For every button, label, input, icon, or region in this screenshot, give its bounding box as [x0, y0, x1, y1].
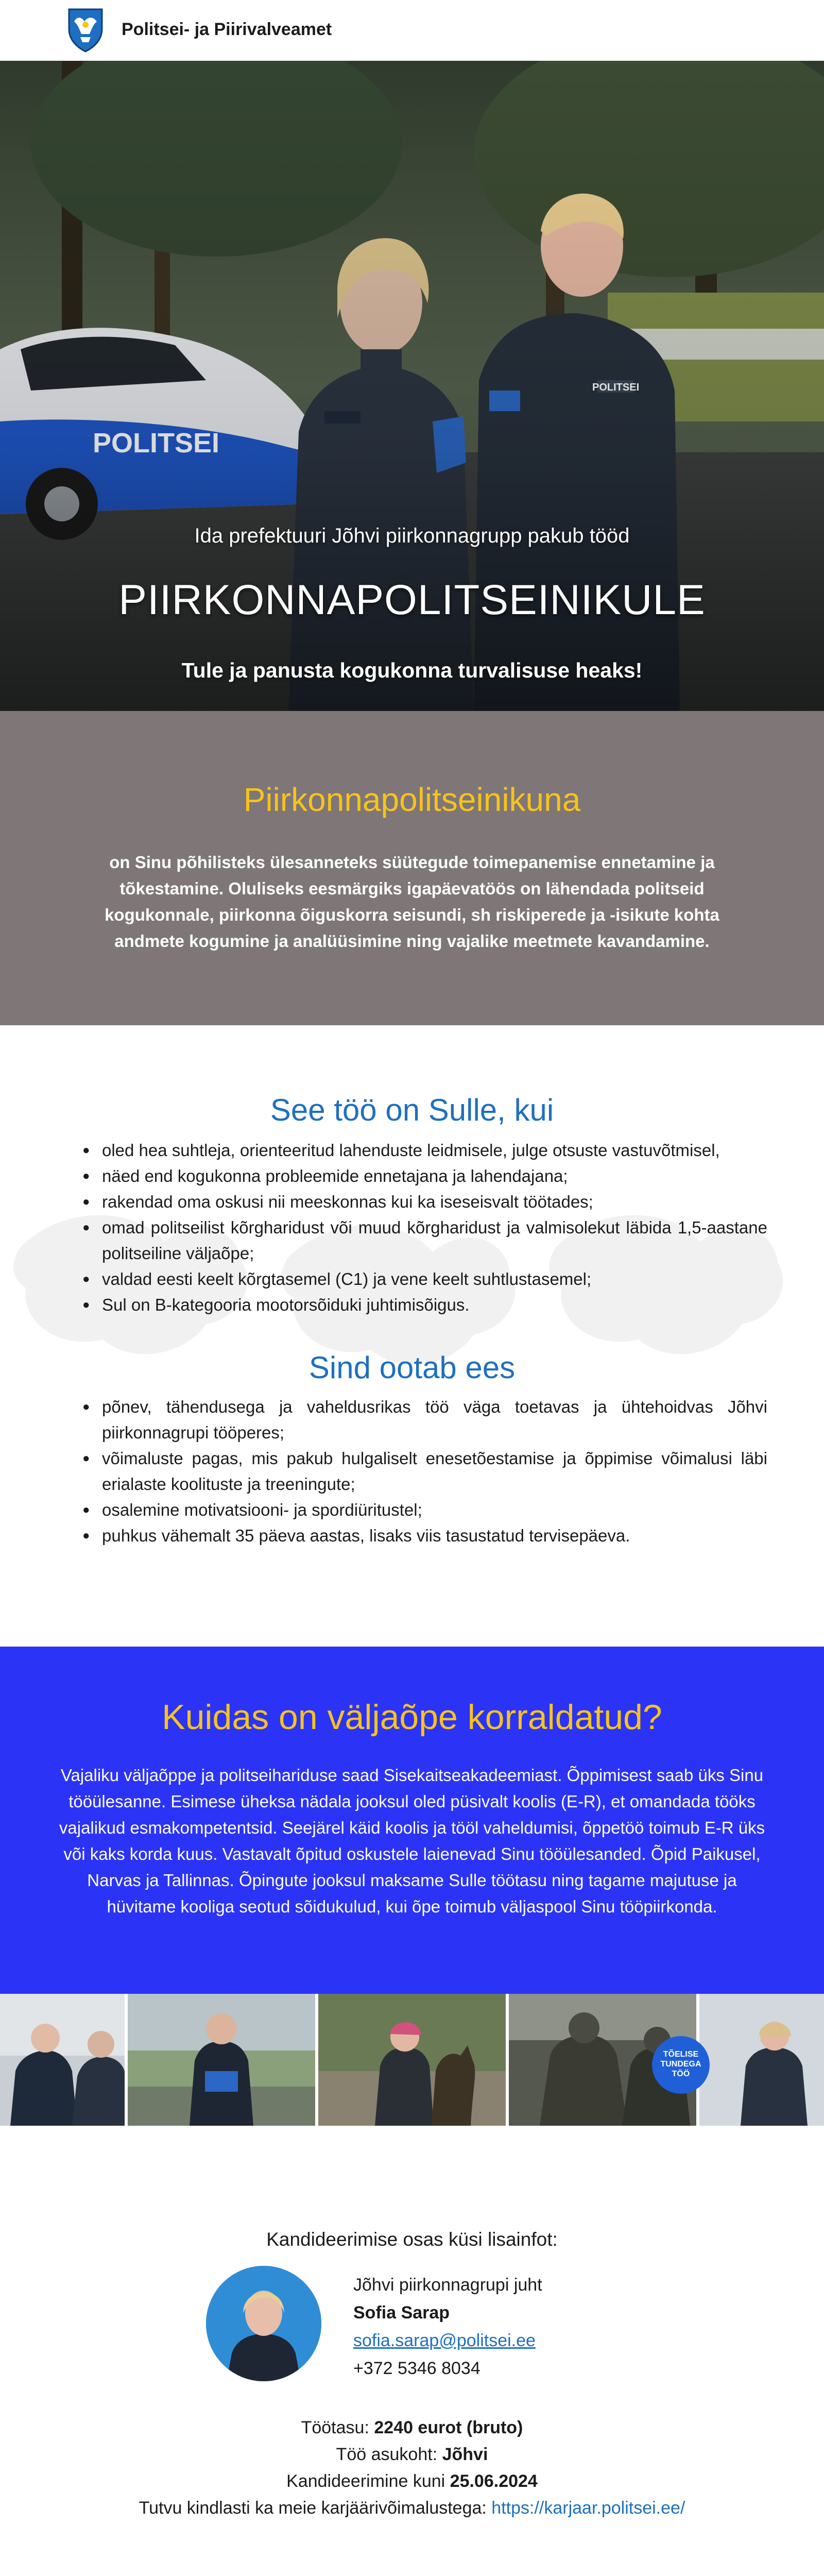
hero-subtitle: Ida prefektuuri Jõhvi piirkonnagrupp pakub tööd: [194, 524, 630, 547]
benefits-list: [82, 1394, 767, 1549]
contact-avatar: [206, 2266, 321, 2381]
badge-line: TUNDEGA: [660, 2060, 701, 2069]
role-text: on Sinu põhilisteks ülesanneteks süütegude toimepanemise ennetamine ja tõkestamine. Oluliseks eesmärgiks igapäevatöös on lähendada politseid kogukonnale, piirkonna õiguskorra seisundi, sh riskiperede ja -isikute kohta andmete kogumine ja analüüsimine ning vajalike meetmete kavandamine.: [105, 853, 719, 951]
contact-info: [353, 2271, 542, 2382]
job-facts: [0, 2414, 824, 2521]
hero-banner: [0, 61, 824, 711]
badge-line: TÕELISE: [663, 2050, 699, 2059]
list-item: ● Sul on B-kategooria mootorsõiduki juhtimisõigus.: [82, 1292, 767, 1318]
photo-officer-outdoor: [128, 1994, 315, 2126]
true-feeling-badge: [652, 2036, 710, 2094]
list-item: ● omad politseilist kõrgharidust või muud kõrgharidust ja valmisolekut läbida 1,5-aastane politseiline väljaõpe;: [82, 1215, 767, 1266]
list-item: ● võimaluste pagas, mis pakub hulgaliselt enesetõestamise ja õppimise võimalusi läbi erialaste koolituste ja treeningute;: [82, 1446, 767, 1497]
list-item: ● näed end kogukonna probleemide ennetajana ja lahendajana;: [82, 1163, 767, 1189]
hero-tagline: Tule ja panusta kogukonna turvalisuse heaks!: [181, 658, 643, 682]
site-header: [0, 0, 824, 61]
salary-label: Töötasu:: [301, 2418, 374, 2437]
role-section: [0, 711, 824, 1025]
apply-text: Tutvu kindlasti ka meie karjäärivõimalustega:: [139, 2498, 492, 2518]
police-crest-icon[interactable]: [67, 6, 104, 53]
list-item: ● oled hea suhtleja, orienteeritud lahenduste leidmisele, julge otsuste vastuvõtmisel,: [82, 1138, 767, 1163]
training-section: [0, 1647, 824, 1994]
hero-title: PIIRKONNAPOLITSEINIKULE: [118, 577, 706, 623]
location-label: Töö asukoht:: [336, 2445, 442, 2464]
photo-dog-handler: [318, 1994, 506, 2126]
contact-phone[interactable]: +372 5346 8034: [353, 2359, 480, 2378]
deadline-line: [0, 2468, 824, 2495]
deadline-value: 25.06.2024: [450, 2471, 538, 2491]
contact-heading: Kandideerimise osas küsi lisainfot:: [266, 2229, 558, 2250]
list-item: ● põnev, tähendusega ja vaheldusrikas töö väga toetavas ja ühtehoidvas Jõhvi piirkonnagrupi tööperes;: [82, 1394, 767, 1446]
list-item: ● osalemine motivatsiooni- ja spordiüritustel;: [82, 1497, 767, 1523]
apply-line: [0, 2495, 824, 2521]
contact-section: [0, 2126, 824, 2576]
badge-line: TÖÖ: [672, 2070, 690, 2078]
contact-email-link[interactable]: sofia.sarap@politsei.ee: [353, 2331, 536, 2350]
brand-name[interactable]: Politsei- ja Piirivalveamet: [122, 20, 332, 39]
requirements-list: [82, 1138, 767, 1318]
salary-line: [0, 2414, 824, 2441]
list-item: ● valdad eesti keelt kõrgtasemel (C1) ja vene keelt suhtlustasemel;: [82, 1266, 767, 1292]
role-heading: Piirkonnapolitseinikuna: [243, 781, 581, 818]
deadline-label: Kandideerimine kuni: [286, 2471, 450, 2491]
photo-officer-portrait: [699, 1994, 824, 2126]
training-text: Vajaliku väljaõppe ja politseihariduse saad Sisekaitseakadeemiast. Õppimisest saab üks Sinu tööülesanne. Esimese üheksa nädala jooksul oled püsivalt koolis (E-R), et omandada tööks vajalikud esmakompetentsid. Seejärel käid koolis ja tööl vaheldumisi, õppetöö toimub E-R üks või kaks korda kuus. Vastavalt õpitud oskustele laienevad Sinu tööülesanded. Õpid Paikusel, Narvas ja Tallinnas. Õpingute jooksul maksame Sulle töötasu ning tagame majutuse ja hüvitame kooliga seotud sõidukulud, kui õpe toimub väljaspool Sinu tööpiirkonda.: [59, 1766, 765, 1916]
location-line: [0, 2441, 824, 2468]
requirements-heading: See töö on Sulle, kui: [270, 1093, 554, 1127]
list-item: ● rakendad oma oskusi nii meeskonnas kui ka iseseisvalt töötades;: [82, 1189, 767, 1215]
location-value: Jõhvi: [442, 2445, 488, 2464]
training-heading: Kuidas on väljaõpe korraldatud?: [162, 1698, 662, 1737]
contact-role: Jõhvi piirkonnagrupi juht: [353, 2275, 542, 2295]
list-item: ● puhkus vähemalt 35 päeva aastas, lisaks viis tasustatud tervisepäeva.: [82, 1523, 767, 1549]
photo-strip: [0, 1994, 824, 2126]
salary-value: 2240 eurot (bruto): [374, 2418, 523, 2437]
careers-link[interactable]: https://karjaar.politsei.ee/: [491, 2498, 685, 2518]
contact-name: Sofia Sarap: [353, 2303, 450, 2323]
requirements-section: [0, 1025, 824, 1647]
benefits-heading: Sind ootab ees: [308, 1350, 516, 1385]
photo-officers-indoor: [0, 1994, 125, 2126]
